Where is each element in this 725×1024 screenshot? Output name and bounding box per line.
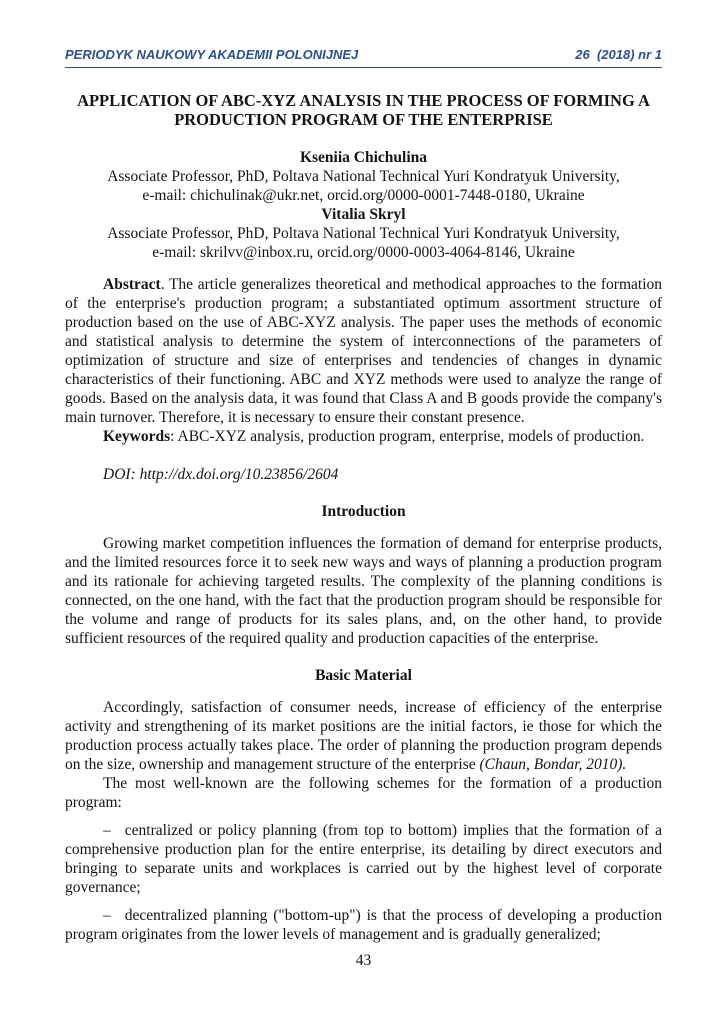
author-affiliation: Associate Professor, PhD, Poltava National Technical Yuri Kondratyuk University, [107,168,620,185]
article-title-line-2: PRODUCTION PROGRAM OF THE ENTERPRISE [174,110,553,129]
article-title [65,91,662,129]
doi-line: DOI: http://dx.doi.org/10.23856/2604 [103,466,339,483]
list-item [65,821,662,897]
abstract-label: Abstract [103,276,161,293]
list-item [65,906,662,944]
author-contact: e-mail: skrilvv@inbox.ru, orcid.org/0000-0003-4064-8146, Ukraine [152,244,575,261]
list-item-text: decentralized planning ("bottom-up") is that the process of developing a production program originates from the lower levels of management and is gradually generalized; [65,907,662,943]
issue-number: 26 (2018) nr 1 [575,47,662,62]
page-number: 43 [355,952,372,969]
author-contact: e-mail: chichulinak@ukr.net, orcid.org/0000-0001-7448-0180, Ukraine [142,187,585,204]
abstract-text: . The article generalizes theoretical and methodical approaches to the formation of the enterprise's production program; a substantiated optimum assortment structure of production based on the use of ABC-XYZ analysis. The paper uses the methods of economic and statistical analysis to determine the system of interconnections of the parameters of optimization of structure and size of enterprises and tendencies of changes in dynamic characteristics of their functioning. ABC and XYZ methods were used to analyze the range of goods. Based on the analysis data, it was found that Class A and B goods provide the company's main turnover. Therefore, it is necessary to ensure their constant presence. [65,276,662,426]
abstract-paragraph [65,275,662,427]
authors-block [65,148,662,262]
citation: (Chaun, Bondar, 2010). [479,756,627,773]
keywords-line [65,427,662,446]
article-title-line-1: APPLICATION OF ABC-XYZ ANALYSIS IN THE PROCESS OF FORMING A [77,91,650,110]
section-heading-basic-material: Basic Material [315,667,412,684]
author-name: Vitalia Skryl [321,206,406,223]
journal-name: PERIODYK NAUKOWY AKADEMII POLONIJNEJ [65,47,359,62]
keywords-label: Keywords [103,428,171,445]
author-name: Kseniia Chichulina [299,149,428,166]
dash-bullet: – [103,907,111,924]
basic-material-paragraph-1 [65,698,662,774]
keywords-text: : ABC-XYZ analysis, production program, enterprise, models of production. [170,428,645,445]
section-heading-introduction: Introduction [321,503,406,520]
introduction-paragraph: Growing market competition influences the formation of demand for enterprise products, and the limited resources force it to seek new ways and ways of planning a production program and its rationale for achieving targeted results. The complexity of the planning conditions is connected, on the one hand, with the fact that the production program should be responsible for the volume and range of products for its sales plans, and, on the other hand, to provide sufficient resources of the required quality and production capacities of the enterprise. [65,535,662,647]
basic-material-paragraph-2: The most well-known are the following schemes for the formation of a production program: [65,775,662,811]
list-item-text: centralized or policy planning (from top to bottom) implies that the formation of a comprehensive production plan for the entire enterprise, its detailing by direct executors and bringing to separate units and workplaces is carried out by the highest level of corporate governance; [65,822,662,896]
author-affiliation: Associate Professor, PhD, Poltava National Technical Yuri Kondratyuk University, [107,225,620,242]
basic-material-paragraph-1-text: Accordingly, satisfaction of consumer needs, increase of efficiency of the enterprise activity and strengthening of its market positions are the initial factors, ie those for which the production process actually takes place. The order of planning the production program depends on the size, ownership and management structure of the enterprise [65,699,662,773]
dash-bullet: – [103,822,111,839]
journal-header [65,45,662,68]
